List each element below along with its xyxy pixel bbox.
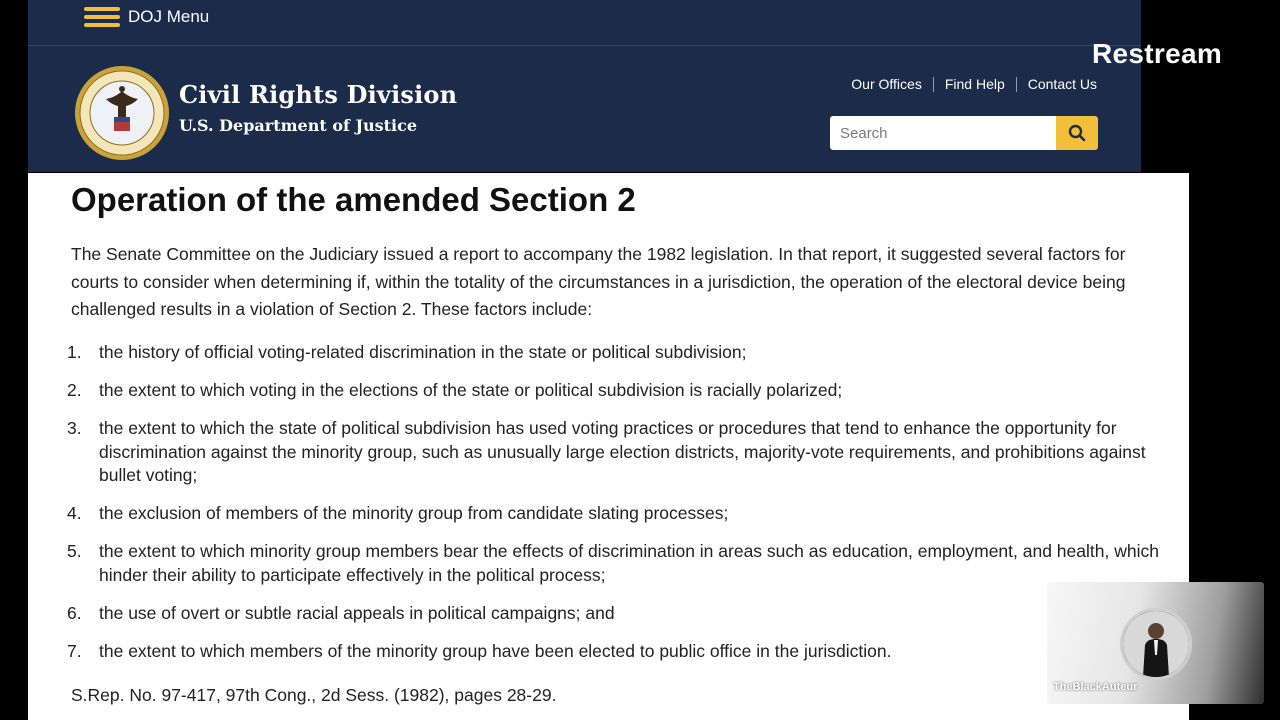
link-our-offices[interactable]: Our Offices xyxy=(851,76,922,92)
utility-links xyxy=(840,76,1097,92)
top-bar xyxy=(28,0,1141,46)
list-number: 3. xyxy=(67,418,82,438)
list-text: the extent to which voting in the elections of the state or political subdivision is racially polarized; xyxy=(99,380,843,400)
site-header xyxy=(28,46,1141,172)
doj-menu-button[interactable] xyxy=(84,0,209,33)
search-input[interactable] xyxy=(830,116,1056,150)
doj-seal-icon[interactable] xyxy=(74,65,170,161)
list-item xyxy=(65,502,1165,526)
factors-list xyxy=(65,341,1165,678)
division-title[interactable]: Civil Rights Division xyxy=(179,80,458,109)
link-contact-us[interactable]: Contact Us xyxy=(1027,76,1097,92)
search-icon xyxy=(1068,124,1086,142)
hamburger-icon xyxy=(84,6,120,28)
search-bar xyxy=(830,116,1098,150)
webcam-overlay xyxy=(1047,582,1264,704)
list-number: 7. xyxy=(67,640,82,661)
restream-watermark: Restream xyxy=(1092,38,1223,69)
list-text: the extent to which minority group members bear the effects of discrimination in areas such as education, employment, and health, which hinder their ability to participate effectively in the political process; xyxy=(99,541,1159,585)
doj-menu-label: DOJ Menu xyxy=(128,6,210,26)
list-item xyxy=(65,602,1165,626)
page-title: Operation of the amended Section 2 xyxy=(71,181,636,218)
list-text: the exclusion of members of the minority group from candidate slating processes; xyxy=(99,503,729,523)
list-text: the extent to which members of the minority group have been elected to public office in the jurisdiction. xyxy=(99,640,892,661)
list-number: 2. xyxy=(67,380,82,400)
list-text: the history of official voting-related discrimination in the state or political subdivision; xyxy=(99,342,747,362)
list-number: 4. xyxy=(67,503,82,523)
avatar xyxy=(1120,608,1192,680)
list-item xyxy=(65,540,1165,587)
citation: S.Rep. No. 97-417, 97th Cong., 2d Sess. (1982), pages 28-29. xyxy=(71,685,557,705)
list-item xyxy=(65,379,1165,403)
intro-paragraph: The Senate Committee on the Judiciary issued a report to accompany the 1982 legislation. In that report, it suggested several factors for courts to consider when determining if, within the totality of the circumstances in a jurisdiction, the operation of the electoral device being challenged results in a violation of Section 2. These factors include: xyxy=(71,244,1126,319)
list-number: 6. xyxy=(67,602,82,623)
camera-name: TheBlackAuteur xyxy=(1053,681,1138,693)
department-name[interactable]: U.S. Department of Justice xyxy=(179,116,418,135)
list-item xyxy=(65,341,1165,365)
person-icon xyxy=(1123,611,1189,677)
search-button[interactable] xyxy=(1056,116,1098,150)
list-number: 5. xyxy=(67,541,82,561)
list-item xyxy=(65,640,1165,664)
list-number: 1. xyxy=(67,342,82,362)
list-text: the use of overt or subtle racial appeals in political campaigns; and xyxy=(99,602,615,623)
article-content xyxy=(28,173,1189,720)
link-find-help[interactable]: Find Help xyxy=(944,76,1005,92)
list-item xyxy=(65,417,1165,488)
list-text: the extent to which the state of political subdivision has used voting practices or procedures that tend to enhance the opportunity for discrimination against the minority group, such as unusually large election districts, majority-vote requirements, and prohibitions against bullet voting; xyxy=(99,418,1146,485)
